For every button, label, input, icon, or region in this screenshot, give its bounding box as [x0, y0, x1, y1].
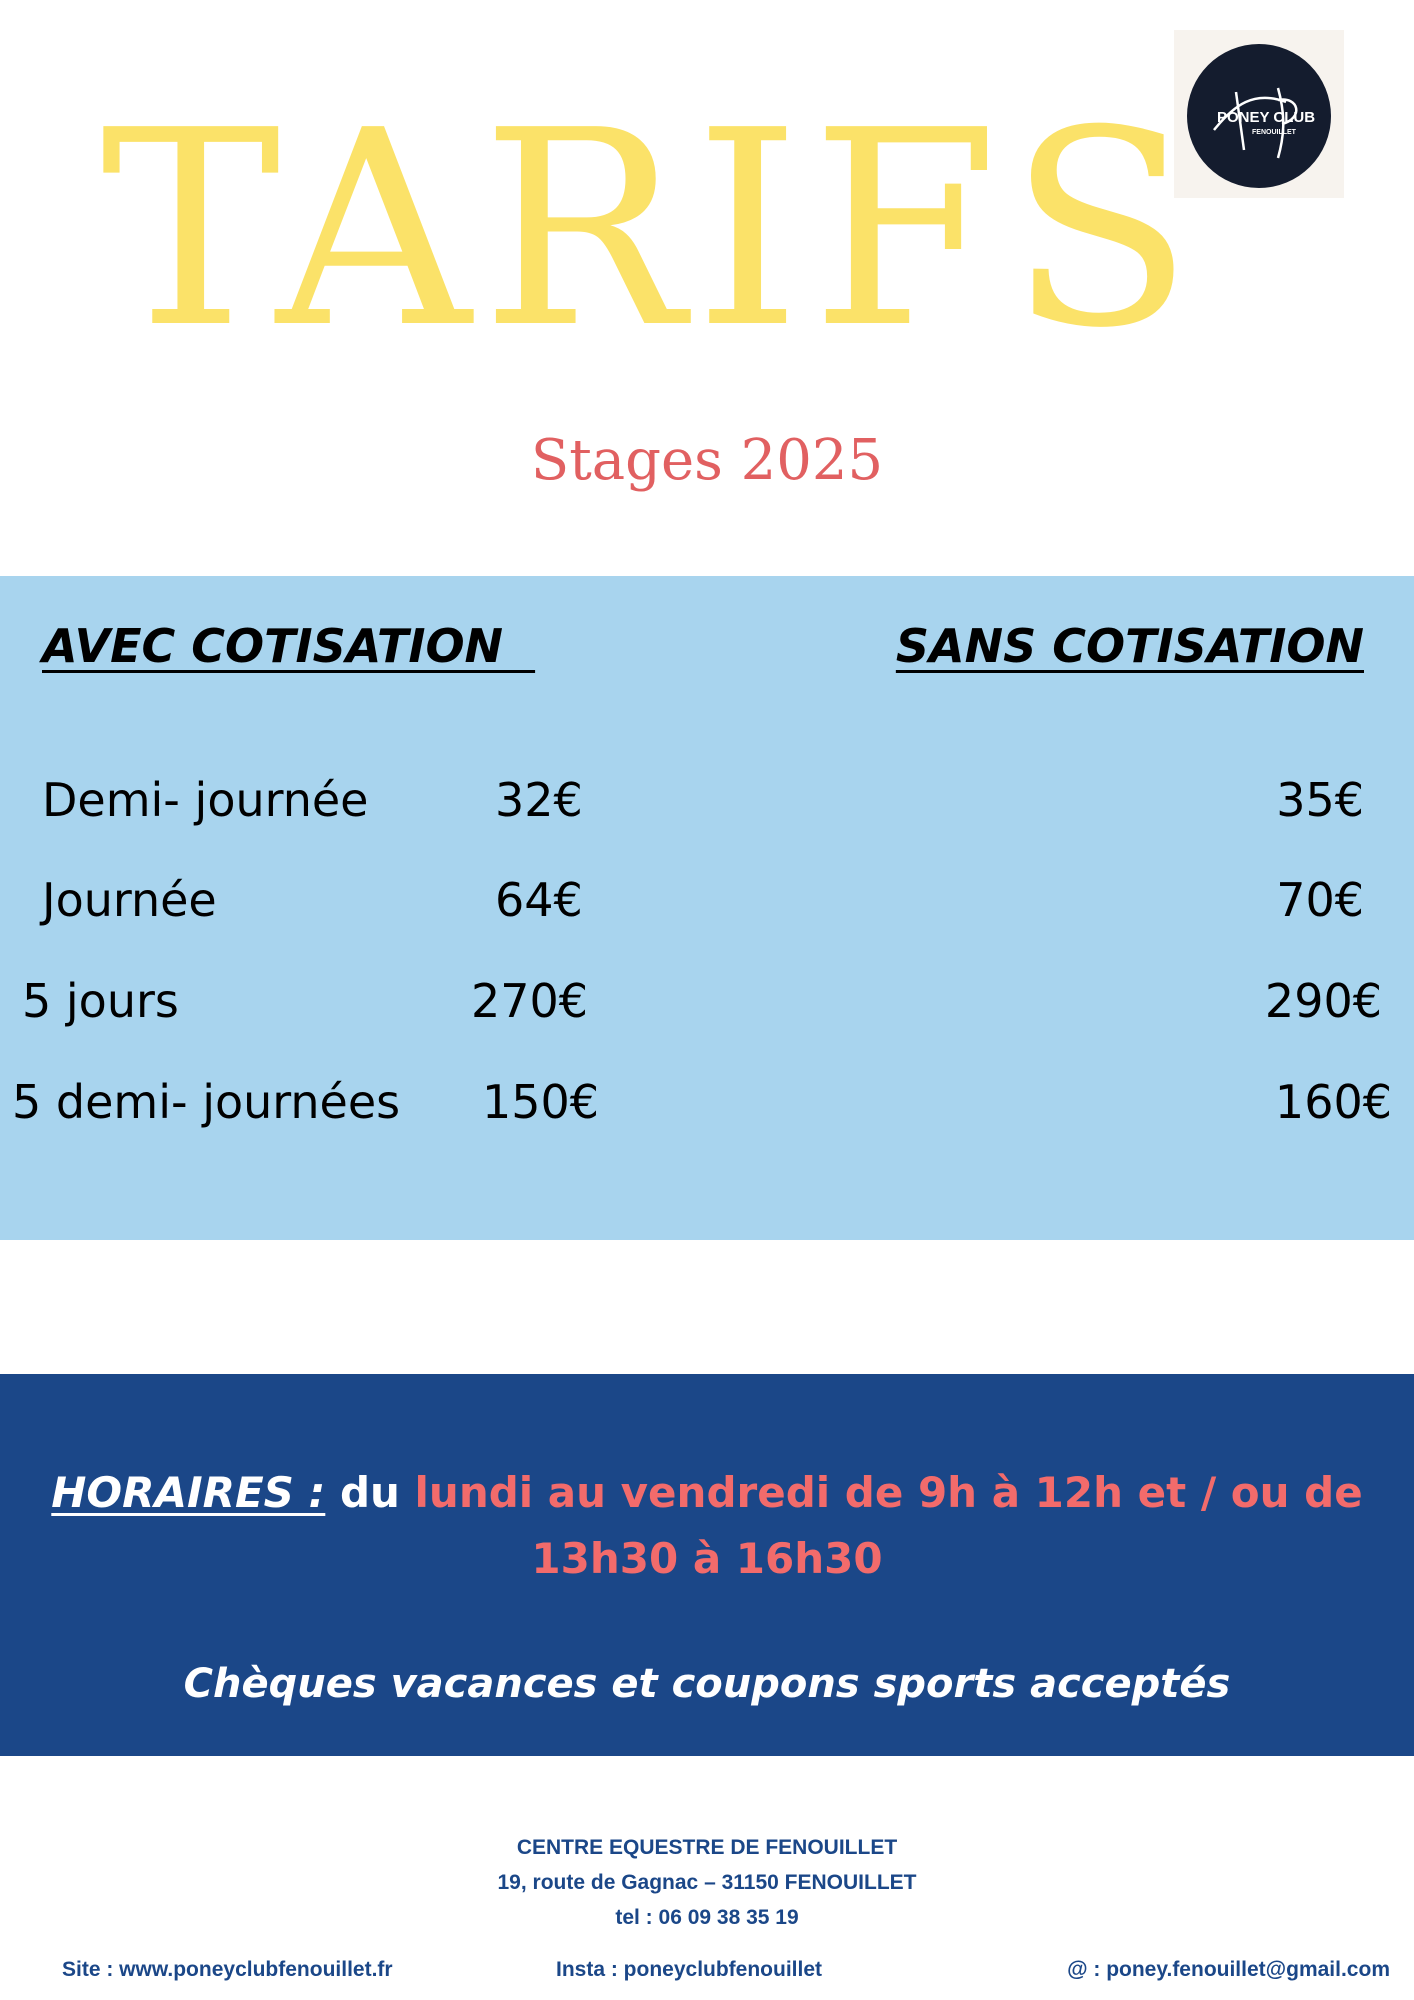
row-label-5-demi-journees: 5 demi- journées — [12, 1075, 401, 1129]
with-membership-heading: AVEC COTISATION — [42, 619, 536, 673]
contact-phone: tel : 06 09 38 35 19 — [615, 1906, 799, 1929]
contact-block — [0, 1830, 1414, 1935]
row-price-with-journee: 64€ — [495, 873, 583, 927]
price-panel — [0, 576, 1414, 1240]
row-price-with-5-demi-journees: 150€ — [482, 1075, 600, 1129]
schedule-prefix: du — [339, 1468, 400, 1517]
footer-insta-link[interactable]: Insta : poneyclubfenouillet — [556, 1958, 823, 1981]
row-price-without-journee: 70€ — [1276, 873, 1364, 927]
page-title: TARIFS — [100, 72, 1204, 387]
logo-line2: FENOUILLET — [1252, 129, 1296, 136]
payment-note: Chèques vacances et coupons sports acceptés — [183, 1661, 1231, 1707]
schedule-text — [20, 1460, 1394, 1592]
row-price-without-demi-journee: 35€ — [1276, 773, 1364, 827]
row-price-with-5-jours: 270€ — [471, 974, 589, 1028]
row-price-without-5-demi-journees: 160€ — [1274, 1075, 1392, 1129]
row-label-journee: Journée — [42, 873, 217, 927]
row-label-demi-journee: Demi- journée — [42, 773, 369, 827]
contact-name: CENTRE EQUESTRE DE FENOUILLET — [516, 1836, 898, 1859]
row-label-5-jours: 5 jours — [22, 974, 179, 1028]
contact-address: 19, route de Gagnac – 31150 FENOUILLET — [497, 1871, 917, 1894]
schedule-hours: lundi au vendredi de 9h à 12h et / ou de 13h30 à 16h30 — [414, 1468, 1363, 1583]
footer-site-link[interactable]: Site : www.poneyclubfenouillet.fr — [62, 1958, 393, 1981]
info-panel — [0, 1374, 1414, 1756]
logo-line1: PONEY CLUB — [1216, 109, 1316, 126]
footer-email-link[interactable]: @ : poney.fenouillet@gmail.com — [1067, 1958, 1390, 1981]
row-price-without-5-jours: 290€ — [1264, 974, 1382, 1028]
page-subtitle: Stages 2025 — [530, 428, 884, 493]
schedule-label: HORAIRES : — [51, 1468, 326, 1517]
row-price-with-demi-journee: 32€ — [495, 773, 583, 827]
without-membership-heading: SANS COTISATION — [895, 619, 1364, 673]
